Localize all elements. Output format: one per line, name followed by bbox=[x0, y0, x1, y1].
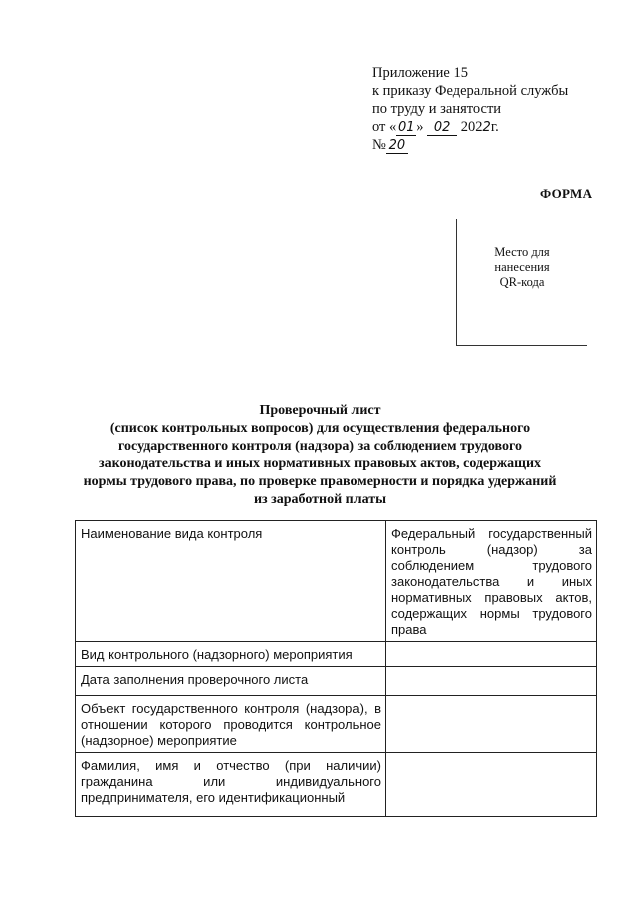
table-row bbox=[76, 642, 597, 667]
row-label: Объект государственного контроля (надзора), в отношении которого проводится контрольное (надзорное) мероприятие bbox=[76, 696, 386, 753]
qr-caption-line-1: Место для bbox=[494, 245, 550, 259]
date-mid: » bbox=[416, 119, 424, 135]
row-value-field[interactable] bbox=[386, 642, 597, 667]
table-row bbox=[76, 521, 597, 642]
row-value-field[interactable] bbox=[386, 696, 597, 753]
date-prefix: от « bbox=[372, 119, 397, 135]
date-suffix: г. bbox=[490, 119, 499, 135]
document-title bbox=[70, 402, 570, 509]
date-year-digit: 2 bbox=[482, 120, 491, 135]
row-label: Наименование вида контроля bbox=[76, 521, 386, 642]
row-value-field[interactable] bbox=[386, 667, 597, 696]
order-line-1: к приказу Федеральной службы bbox=[372, 83, 569, 99]
number-prefix: № bbox=[372, 137, 386, 153]
qr-caption bbox=[457, 245, 587, 290]
order-number bbox=[372, 136, 568, 154]
order-date bbox=[372, 118, 568, 136]
number-value: 20 bbox=[386, 139, 408, 154]
table-row bbox=[76, 753, 597, 817]
checklist-table bbox=[75, 520, 597, 817]
title-line-4: законодательства и иных нормативных правовых актов, содержащих bbox=[98, 456, 542, 472]
form-label: ФОРМА bbox=[540, 186, 593, 201]
title-line-3: государственного контроля (надзора) за соблюдением трудового bbox=[118, 438, 522, 454]
title-line-6: из заработной платы bbox=[253, 491, 387, 507]
row-value-field[interactable] bbox=[386, 753, 597, 817]
qr-caption-line-2: нанесения bbox=[494, 260, 550, 274]
row-label: Фамилия, имя и отчество (при наличии) гражданина или индивидуального предпринимателя, его идентификационный bbox=[76, 753, 386, 817]
table-row bbox=[76, 696, 597, 753]
date-month: 02 bbox=[427, 121, 457, 136]
date-year-prefix: 202 bbox=[460, 119, 483, 135]
title-line-5: нормы трудового права, по проверке правомерности и порядка удержаний bbox=[83, 474, 557, 490]
table-row bbox=[76, 667, 597, 696]
row-label: Дата заполнения проверочного листа bbox=[76, 667, 386, 696]
control-type-value: Федеральный государственный контроль (надзор) за соблюдением трудового законодательства и иных нормативных правовых актов, содержащих нормы трудового права bbox=[386, 521, 597, 642]
appendix-number: Приложение 15 bbox=[372, 65, 468, 81]
order-line-2: по труду и занятости bbox=[372, 101, 502, 117]
qr-caption-line-3: QR-кода bbox=[499, 275, 545, 289]
title-line-2: (список контрольных вопросов) для осуществления федерального bbox=[109, 420, 531, 436]
title-line-1: Проверочный лист bbox=[259, 403, 381, 418]
row-label: Вид контрольного (надзорного) мероприятия bbox=[76, 642, 386, 667]
date-day: 01 bbox=[398, 120, 415, 135]
appendix-header bbox=[372, 64, 568, 154]
qr-code-placeholder bbox=[456, 219, 587, 346]
